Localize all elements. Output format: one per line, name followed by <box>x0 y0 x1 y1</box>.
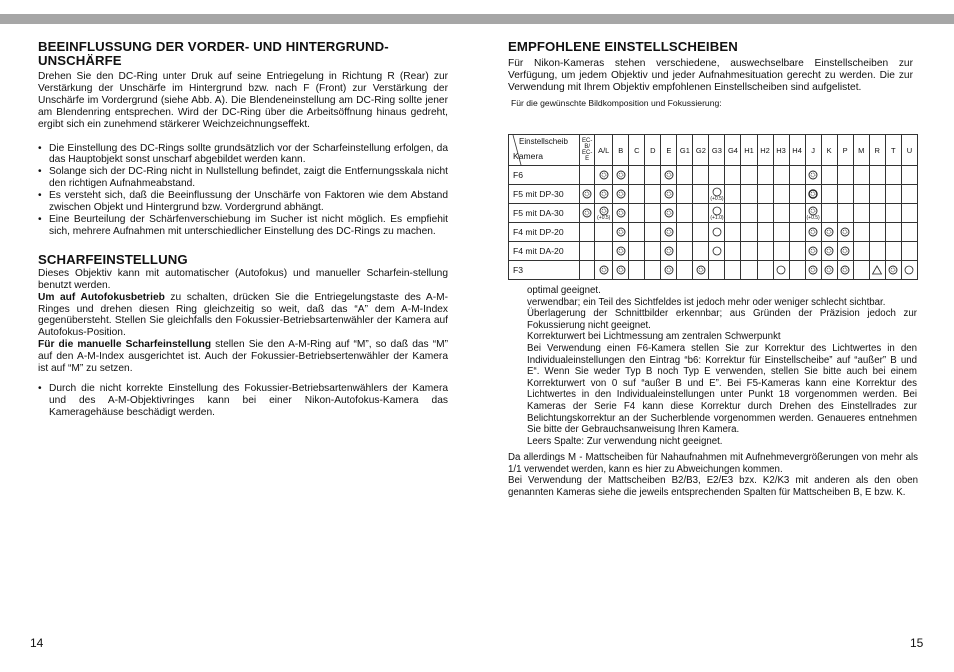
table-cell <box>853 223 869 242</box>
optimal-icon <box>616 189 626 199</box>
table-cell <box>869 242 885 261</box>
legend-item: Korrekturwert bei Lichtmessung am zentralen Schwerpunkt <box>527 331 781 343</box>
table-cell <box>805 185 821 204</box>
table-cell <box>595 261 613 280</box>
bullet-list-focus <box>38 383 448 419</box>
table-cell <box>595 185 613 204</box>
column-header-ec: EC-B/ EC-E <box>580 135 595 166</box>
table-cell <box>885 185 901 204</box>
paragraph-screens-intro: Für Nikon-Kameras stehen verschiedene, auswechselbare Einstellscheiben zur Verfügung, um jedem Objektiv und jeder Aufnahmesituation gerecht zu werden. Die zur Verwendung mit Ihrem Objektiv empfohlenen Einstellscheiben sind aufgelistet. <box>508 58 913 93</box>
optimal-icon <box>808 170 818 180</box>
table-cell <box>821 261 837 280</box>
column-header: G1 <box>677 135 693 166</box>
table-cell <box>613 166 629 185</box>
table-cell <box>645 204 661 223</box>
optimal-icon <box>599 170 609 180</box>
table-cell <box>741 223 757 242</box>
optimal-icon <box>599 265 609 275</box>
table-cell <box>789 242 805 261</box>
table-cell <box>580 223 595 242</box>
column-header: B <box>613 135 629 166</box>
table-cell <box>869 166 885 185</box>
table-cell <box>837 185 853 204</box>
bullet-item: • Die Einstellung des DC-Rings sollte grundsätzlich vor der Scharfeinstellung erfolgen, da das Hauptobjekt sonst unscharf abgebildet werden kann. <box>38 143 448 167</box>
legend-item: Überlagerung der Schnittbilder erkennbar; aus Gründen der Präzision jedoch zur Fokussierung nicht geeignet. <box>527 308 917 331</box>
table-cell <box>709 261 725 280</box>
table-cell <box>677 204 693 223</box>
column-header: T <box>885 135 901 166</box>
optimal-icon <box>824 227 834 237</box>
table-cell <box>901 223 917 242</box>
table-cell <box>661 204 677 223</box>
table-cell <box>789 204 805 223</box>
row-label-camera: F4 mit DP-20 <box>509 223 580 242</box>
table-cell <box>773 223 789 242</box>
split-image-icon <box>872 265 882 275</box>
table-cell <box>629 223 645 242</box>
correction-value: (+1.0) <box>710 214 724 221</box>
notes-after <box>508 452 918 498</box>
table-cell <box>693 223 709 242</box>
table-cell <box>693 166 709 185</box>
table-cell <box>821 185 837 204</box>
optimal-icon <box>582 208 592 218</box>
table-cell <box>901 166 917 185</box>
table-cell <box>837 166 853 185</box>
correction-value: (+0.5) <box>710 195 724 202</box>
column-header: C <box>629 135 645 166</box>
heading-focus: SCHARFEINSTELLUNG <box>38 251 188 267</box>
table-cell <box>901 261 917 280</box>
table-cell <box>741 166 757 185</box>
optimal-icon <box>616 227 626 237</box>
optimal-icon <box>664 246 674 256</box>
table-cell <box>885 204 901 223</box>
correction-value: (+0.5) <box>806 214 820 221</box>
table-cell <box>595 204 613 223</box>
optimal-icon <box>664 189 674 199</box>
table-cell <box>677 242 693 261</box>
table-cell <box>580 261 595 280</box>
table-cell <box>805 223 821 242</box>
paragraph-focus-intro: Dieses Objektiv kann mit automatischer (Autofokus) und manueller Scharfein-stellung benutzt werden. <box>38 267 448 291</box>
bullet-item: • Eine Beurteilung der Schärfenverschiebung im Sucher ist nicht möglich. Es empfiehit sich, mehrere Aufnahmen mit unterschiedlicher Einstellung des DC-Rings zu machen. <box>38 214 448 238</box>
table-cell <box>580 242 595 261</box>
table-cell <box>725 204 741 223</box>
table-cell <box>885 242 901 261</box>
left-page <box>38 40 448 419</box>
table-cell <box>901 242 917 261</box>
paragraph-manual-focus <box>38 339 448 375</box>
bullet-item: • Es versteht sich, daß die Beeinflussung der Unschärfe von Faktoren wie dem Abstand zwischen Objekt und Hintergrund bzw. Vordergrund abhängt. <box>38 190 448 214</box>
usable-icon <box>712 206 722 216</box>
table-cell <box>805 166 821 185</box>
table-cell <box>837 242 853 261</box>
table-cell <box>789 223 805 242</box>
optimal-icon <box>664 170 674 180</box>
table-cell <box>645 261 661 280</box>
bullet-item: • Durch die nicht korrekte Einstellung des Fokussier-Betriebsartenwählers der Kamera und des A-M-Objektivringes kann bei einer Nikon-Autofokus-Kamera das Kameragehäuse beschädigt werden. <box>38 383 448 419</box>
table-cell <box>645 242 661 261</box>
table-cell <box>789 261 805 280</box>
table-row <box>509 242 918 261</box>
table-cell <box>741 242 757 261</box>
optimal-icon <box>808 246 818 256</box>
usable-icon <box>776 265 786 275</box>
usable-icon <box>712 187 722 197</box>
optimal-icon <box>664 227 674 237</box>
table-cell <box>709 185 725 204</box>
table-cell <box>741 261 757 280</box>
table-cell <box>869 185 885 204</box>
optimal-bold-icon <box>808 189 818 199</box>
row-label-camera: F5 mit DP-30 <box>509 185 580 204</box>
table-cell <box>773 166 789 185</box>
row-label-camera: F3 <box>509 261 580 280</box>
usable-icon <box>712 246 722 256</box>
column-header: J <box>805 135 821 166</box>
optimal-icon <box>824 265 834 275</box>
legend-item: verwendbar; ein Teil des Sichtfeldes ist jedoch mehr oder weniger schlecht sichtbar. <box>527 296 886 308</box>
table-cell <box>853 185 869 204</box>
table-cell <box>661 242 677 261</box>
table-cell <box>580 204 595 223</box>
optimal-icon <box>664 208 674 218</box>
table-cell <box>837 223 853 242</box>
table-cell <box>709 223 725 242</box>
optimal-icon <box>888 265 898 275</box>
bullet-item: • Solange sich der DC-Ring nicht in Nullstellung befindet, zaigt die Entfernungsskala nicht den richtigen Aufnahmeabstand. <box>38 166 448 190</box>
optimal-icon <box>808 227 818 237</box>
row-label-camera: F5 mit DA-30 <box>509 204 580 223</box>
table-row <box>509 166 918 185</box>
table-cell <box>869 261 885 280</box>
table-cell <box>677 185 693 204</box>
table-cell <box>821 204 837 223</box>
optimal-icon <box>599 206 609 216</box>
table-row <box>509 223 918 242</box>
table-cell <box>725 185 741 204</box>
usable-icon <box>904 265 914 275</box>
table-cell <box>693 204 709 223</box>
optimal-icon <box>664 265 674 275</box>
table-cell <box>773 185 789 204</box>
right-page <box>508 40 913 108</box>
table-cell <box>821 242 837 261</box>
autofocus-text: zu schalten, drücken Sie die Entriegelungstaste des A-M-Ringes und drehen diesen Ring gleichzeitig so weit, daß das “A” dem A-M-Index gegenübersteht. Stellen Sie gleichfalls den Fokussier-Betriebsartenwähler der Kamera auf Autofokus-Position. <box>38 291 448 339</box>
table-cell <box>837 261 853 280</box>
table-cell <box>645 185 661 204</box>
table-cell <box>629 166 645 185</box>
table-cell <box>773 242 789 261</box>
table-cell <box>789 185 805 204</box>
optimal-icon <box>616 170 626 180</box>
table-cell <box>853 261 869 280</box>
usable-icon <box>712 227 722 237</box>
column-header: P <box>837 135 853 166</box>
table-cell <box>629 261 645 280</box>
heading-dc-ring: BEEINFLUSSUNG DER VORDER- UND HINTERGRUND-UNSCHÄRFE <box>38 39 389 68</box>
table-cell <box>629 185 645 204</box>
table-cell <box>677 261 693 280</box>
column-header: K <box>821 135 837 166</box>
table-cell <box>661 185 677 204</box>
table-cell <box>677 166 693 185</box>
table-cell <box>725 166 741 185</box>
table-cell <box>757 223 773 242</box>
table-cell <box>613 185 629 204</box>
table-cell <box>629 204 645 223</box>
table-cell <box>757 185 773 204</box>
paragraph-autofocus <box>38 292 448 340</box>
page-number-left: 14 <box>30 636 44 650</box>
correction-value: (+0.5) <box>597 214 611 221</box>
table-cell <box>757 261 773 280</box>
table-cell <box>693 242 709 261</box>
column-header: H3 <box>773 135 789 166</box>
table-cell <box>661 261 677 280</box>
table-cell <box>613 204 629 223</box>
row-label-camera: F6 <box>509 166 580 185</box>
table-cell <box>741 204 757 223</box>
optimal-icon <box>808 206 818 216</box>
optimal-icon <box>840 265 850 275</box>
optimal-icon <box>616 208 626 218</box>
optimal-icon <box>616 265 626 275</box>
table-cell <box>613 242 629 261</box>
table-cell <box>595 166 613 185</box>
table-cell <box>853 204 869 223</box>
table-cell <box>595 223 613 242</box>
table-cell <box>629 242 645 261</box>
column-header: M <box>853 135 869 166</box>
column-header: E <box>661 135 677 166</box>
table-caption: Für die gewünschte Bildkomposition und Fokussierung: <box>511 97 722 108</box>
optimal-icon <box>599 189 609 199</box>
column-header: H1 <box>741 135 757 166</box>
table-cell <box>645 223 661 242</box>
table-cell <box>885 166 901 185</box>
table-cell <box>805 242 821 261</box>
table-cell <box>853 166 869 185</box>
table-cell <box>693 261 709 280</box>
table-cell <box>741 185 757 204</box>
manual-focus-text: stellen Sie den A-M-Ring auf “M”, so daß das “M” auf den A-M-Index ausgerichtet ist. Auch der Fokussier-Betriebsertenwähler der Kamera ist auf “M” zu setzen. <box>38 339 448 375</box>
table-cell <box>709 204 725 223</box>
paragraph-m-screens: Da allerdings M - Mattscheiben für Nahaufnahmen mit Aufnehmevergrößerungen von mehr als 1/1 verwendet werden, kann es hier zu Abweichungen kommen. <box>508 452 918 475</box>
table-cell <box>773 261 789 280</box>
corner-label-camera: Kamera <box>513 151 544 161</box>
table-cell <box>821 223 837 242</box>
table-row <box>509 204 918 223</box>
table-cell <box>661 223 677 242</box>
table-cell <box>757 242 773 261</box>
table-cell <box>901 204 917 223</box>
column-header: G3 <box>709 135 725 166</box>
top-bar <box>0 14 954 24</box>
column-header: G2 <box>693 135 709 166</box>
autofocus-bold: Um auf Autofokusbetrieb <box>38 291 165 303</box>
legend-item: optimal geeignet. <box>527 285 601 296</box>
table-cell <box>885 261 901 280</box>
optimal-icon <box>824 246 834 256</box>
optimal-icon <box>696 265 706 275</box>
table-cell <box>725 242 741 261</box>
table-row <box>509 261 918 280</box>
table-corner <box>509 135 580 166</box>
table-cell <box>613 223 629 242</box>
page-number-right: 15 <box>910 636 924 650</box>
column-header: R <box>869 135 885 166</box>
manual-focus-bold: Für die manuelle Scharfeinstellung <box>38 339 212 351</box>
legend-item: Leers Spalte: Zur verwendung nicht geeignet. <box>527 435 723 447</box>
optimal-icon <box>840 227 850 237</box>
optimal-icon <box>808 265 818 275</box>
table-cell <box>821 166 837 185</box>
table-cell <box>580 166 595 185</box>
column-header: U <box>901 135 917 166</box>
bullet-list-dc-ring <box>38 143 448 238</box>
table-cell <box>837 204 853 223</box>
column-header: A/L <box>595 135 613 166</box>
column-header: H4 <box>789 135 805 166</box>
table-cell <box>709 242 725 261</box>
optimal-icon <box>840 246 850 256</box>
paragraph-other-screens: Bei Verwendung der Mattscheiben B2/B3, E2/E3 bzx. K2/K3 mit anderen als den oben genannten Kameras siehe die jeweils entsprechenden Spalten für Mattscheiben B, E bzw. K. <box>508 475 918 498</box>
table-cell <box>885 223 901 242</box>
table-cell <box>709 166 725 185</box>
table-cell <box>677 223 693 242</box>
row-label-camera: F4 mit DA-20 <box>509 242 580 261</box>
table-cell <box>757 204 773 223</box>
column-header: G4 <box>725 135 741 166</box>
table-cell <box>789 166 805 185</box>
table-cell <box>693 185 709 204</box>
focusing-screen-table <box>508 134 918 280</box>
table-cell <box>613 261 629 280</box>
table-cell <box>725 223 741 242</box>
paragraph-dc-ring: Drehen Sie den DC-Ring unter Druk auf seine Entriegelung in Richtung R (Rear) zur Verstärkung der Unschärfe im Hintergrund bzw. nach F (Front) zur Verstärkung der Unschärfe im Vordergrund (siehe Abb. A). Die Blendeneinstellung am DC-Ring sollte jener am Blendenring entsprechen. Wird der DC-Ring über die Arbeitsöffnung hinaus gedreht, ergibt sich ein zunehmend stärkerer Weichzeichnungseffekt. <box>38 71 448 130</box>
optimal-icon <box>582 189 592 199</box>
table-cell <box>661 166 677 185</box>
table-cell <box>580 185 595 204</box>
table-cell <box>595 242 613 261</box>
table-cell <box>805 204 821 223</box>
legend-block <box>527 285 917 447</box>
table-cell <box>853 242 869 261</box>
table-cell <box>757 166 773 185</box>
table-row <box>509 185 918 204</box>
column-header: D <box>645 135 661 166</box>
table-cell <box>869 204 885 223</box>
table-cell <box>725 261 741 280</box>
table-cell <box>869 223 885 242</box>
table-cell <box>805 261 821 280</box>
heading-screens: EMPFOHLENE EINSTELLSCHEIBEN <box>508 39 738 54</box>
optimal-icon <box>616 246 626 256</box>
column-header: H2 <box>757 135 773 166</box>
table-cell <box>773 204 789 223</box>
table-cell <box>901 185 917 204</box>
table-cell <box>645 166 661 185</box>
corner-label-screen: Einstellscheib <box>519 137 568 146</box>
legend-item: Bei Verwendung einen F6-Kamera stellen Sie zur Korrektur des Lichtwertes in den Individualeinstellungen den Eintrag “b6: Korrektur für Einstellscheibe” auf “außer” B und E“. Wenn Sie weder Typ B noch Typ E verwenden, stellen Sie bitte auch bei einem Korrekturwert von 0 suf “außer B und E”. Bei F5-Kameras kann eine Korrektur des Lichtwertes in den Individualeinstellungen unter Punkt 18 vorgenommen werden. Bei Kameras der Serie F4 kann diese Korrektur durch Drehen des Einstellrades zur Belichtungskorrektur an der Sucherblende vorgenommen werden. Genaueres entnehmen Sie bitte der Gebrauchsanweisung Ihren Kamera. <box>527 342 917 436</box>
